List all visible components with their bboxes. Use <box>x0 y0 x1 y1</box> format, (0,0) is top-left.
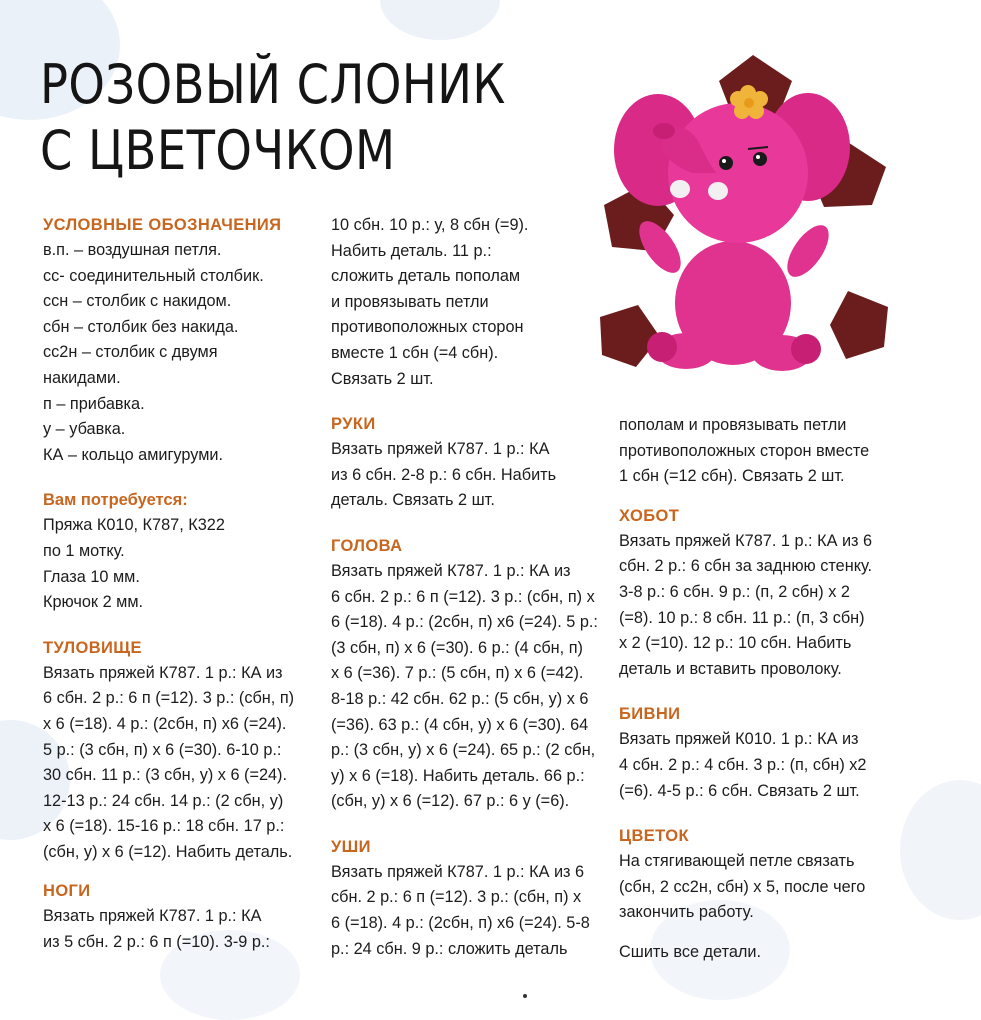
legend-item: сбн – столбик без накида. <box>43 317 239 336</box>
head-line: (=36). 63 р.: (4 сбн, у) х 6 (=30). 64 <box>331 715 589 734</box>
legend-heading: УСЛОВНЫЕ ОБОЗНАЧЕНИЯ <box>43 216 282 234</box>
head-heading: ГОЛОВА <box>331 536 403 555</box>
legs-line: Вязать пряжей К787. 1 р.: КА <box>43 907 262 926</box>
legend-item: в.п. – воздушная петля. <box>43 241 222 259</box>
trunk-line: Вязать пряжей К787. 1 р.: КА из 6 <box>619 531 873 550</box>
materials-item: по 1 мотку. <box>43 541 125 560</box>
elephant-photo <box>598 55 888 400</box>
body-line: (сбн, у) х 6 (=12). Набить деталь. <box>43 842 293 861</box>
body-line: Вязать пряжей К787. 1 р.: КА из <box>43 663 283 682</box>
materials-heading: Вам потребуется: <box>43 491 188 510</box>
legs-line: противоположных сторон <box>331 318 524 337</box>
right-tusk <box>708 182 728 200</box>
ears-line: противоположных сторон вместе <box>619 441 870 460</box>
column-3 <box>619 413 901 966</box>
pentagon-decoration <box>600 305 660 367</box>
tusks-line: (=6). 4-5 р.: 6 сбн. Связать 2 шт. <box>619 781 860 800</box>
column-1 <box>43 213 313 956</box>
trunk-heading: ХОБОТ <box>619 506 680 525</box>
trunk-section <box>619 504 901 683</box>
head-line: р.: (3 сбн, у) х 6 (=24). 65 р.: (2 сбн, <box>331 741 596 760</box>
right-foot-sole <box>791 334 821 364</box>
arms-section <box>331 412 603 514</box>
elephant-head <box>668 103 808 243</box>
arms-heading: РУКИ <box>331 415 376 434</box>
background-blob <box>380 0 500 40</box>
arms-line: деталь. Связать 2 шт. <box>331 491 495 510</box>
trunk-line: сбн. 2 р.: 6 сбн за заднюю стенку. <box>619 557 873 576</box>
head-line: Вязать пряжей К787. 1 р.: КА из <box>331 561 571 580</box>
ears-section <box>331 835 603 962</box>
body-line: 5 р.: (3 сбн, п) х 6 (=30). 6-10 р.: <box>43 740 282 759</box>
left-eye <box>719 156 733 170</box>
flower-line: На стягивающей петле связать <box>619 852 855 871</box>
flower-heading: ЦВЕТОК <box>619 827 689 846</box>
right-arm <box>779 218 836 283</box>
tusks-line: Вязать пряжей К010. 1 р.: КА из <box>619 730 859 749</box>
legs-heading: НОГИ <box>43 882 91 901</box>
head-line: 8-18 р.: 42 сбн. 62 р.: (5 сбн, у) х 6 <box>331 689 589 708</box>
legs-line: из 5 сбн. 2 р.: 6 п (=10). 3-9 р.: <box>43 933 270 952</box>
body-line: 6 сбн. 2 р.: 6 п (=12). 3 р.: (сбн, п) <box>43 689 295 708</box>
tusks-section <box>619 702 901 804</box>
flower-line: (сбн, 2 сс2н, сбн) х 5, после чего <box>619 877 866 896</box>
flower-line: закончить работу. <box>619 903 754 922</box>
head-line: х 6 (=36). 7 р.: (5 сбн, п) х 6 (=42). <box>331 664 584 683</box>
legs-section-start <box>43 879 313 955</box>
title-line-1: РОЗОВЫЙ СЛОНИК <box>40 53 506 116</box>
flower-section <box>619 824 901 965</box>
trunk-line: х 2 (=10). 12 р.: 10 сбн. Набить <box>619 634 852 653</box>
head-line: 6 сбн. 2 р.: 6 п (=12). 3 р.: (сбн, п) х <box>331 587 595 606</box>
body-section <box>43 636 313 866</box>
tusks-line: 4 сбн. 2 р.: 4 сбн. 3 р.: (п, сбн) х2 <box>619 755 867 774</box>
column-2 <box>331 213 603 962</box>
arms-line: Вязать пряжей К787. 1 р.: КА <box>331 440 550 459</box>
materials-section <box>43 488 313 615</box>
head-line: (3 сбн, п) х 6 (=30). 6 р.: (4 сбн, п) <box>331 638 583 657</box>
head-line: у) х 6 (=18). Набить деталь. 66 р.: <box>331 766 585 785</box>
trunk-line: (=8). 10 р.: 8 сбн. 11 р.: (п, 3 сбн) <box>619 608 865 627</box>
ears-line: пополам и провязывать петли <box>619 416 847 434</box>
legend-item: п – прибавка. <box>43 394 145 413</box>
legend-item: накидами. <box>43 368 121 387</box>
legs-line: 10 сбн. 10 р.: у, 8 сбн (=9). <box>331 216 529 234</box>
body-line: х 6 (=18). 4 р.: (2сбн, п) х6 (=24). <box>43 714 287 733</box>
page-mark <box>523 994 527 998</box>
legend-section <box>43 213 313 468</box>
ears-section-continued <box>619 413 901 490</box>
left-foot-sole <box>647 332 677 362</box>
final-instruction: Сшить все детали. <box>619 942 762 961</box>
ears-line: 6 (=18). 4 р.: (2сбн, п) х6 (=24). 5-8 <box>331 914 590 933</box>
pentagon-decoration <box>830 291 888 359</box>
legend-item: сс- соединительный столбик. <box>43 266 264 285</box>
ears-line: р.: 24 сбн. 9 р.: сложить деталь <box>331 939 568 958</box>
body-line: 12-13 р.: 24 сбн. 14 р.: (2 сбн, у) <box>43 791 284 810</box>
body-line: 30 сбн. 11 р.: (3 сбн, у) х 6 (=24). <box>43 766 288 785</box>
ears-line: 1 сбн (=12 сбн). Связать 2 шт. <box>619 467 845 486</box>
legend-item: сс2н – столбик с двумя <box>43 343 218 362</box>
ears-line: сбн. 2 р.: 6 п (=12). 3 р.: (сбн, п) х <box>331 888 582 907</box>
trunk-line: деталь и вставить проволоку. <box>619 659 842 678</box>
right-eye <box>753 152 767 166</box>
ears-heading: УШИ <box>331 837 371 856</box>
head-line: 6 (=18). 4 р.: (2сбн, п) х6 (=24). 5 р.: <box>331 613 598 632</box>
page-title <box>40 52 506 184</box>
arms-line: из 6 сбн. 2-8 р.: 6 сбн. Набить <box>331 465 557 484</box>
head-section <box>331 534 603 815</box>
materials-item: Пряжа К010, К787, К322 <box>43 516 225 535</box>
legend-item: КА – кольцо амигуруми. <box>43 445 224 464</box>
legs-section-continued <box>331 213 603 392</box>
background-blob <box>900 780 981 920</box>
tusks-heading: БИВНИ <box>619 705 681 724</box>
legend-item: у – убавка. <box>43 420 126 439</box>
body-line: х 6 (=18). 15-16 р.: 18 сбн. 17 р.: <box>43 817 285 836</box>
ears-line: Вязать пряжей К787. 1 р.: КА из 6 <box>331 862 585 881</box>
legs-line: Набить деталь. 11 р.: <box>331 241 492 260</box>
materials-item: Крючок 2 мм. <box>43 593 144 612</box>
body-heading: ТУЛОВИЩЕ <box>43 638 142 657</box>
trunk-tip <box>653 123 675 139</box>
title-line-2: С ЦВЕТОЧКОМ <box>40 119 396 182</box>
legs-line: сложить деталь пополам <box>331 267 521 286</box>
head-line: (сбн, у) х 6 (=12). 67 р.: 6 у (=6). <box>331 792 570 811</box>
legs-line: Связать 2 шт. <box>331 369 434 388</box>
legs-line: вместе 1 сбн (=4 сбн). <box>331 343 499 362</box>
legs-line: и провязывать петли <box>331 292 489 311</box>
legend-item: ссн – столбик с накидом. <box>43 292 232 311</box>
trunk-line: 3-8 р.: 6 сбн. 9 р.: (п, 2 сбн) х 2 <box>619 582 850 601</box>
left-tusk <box>670 180 690 198</box>
materials-item: Глаза 10 мм. <box>43 567 140 586</box>
